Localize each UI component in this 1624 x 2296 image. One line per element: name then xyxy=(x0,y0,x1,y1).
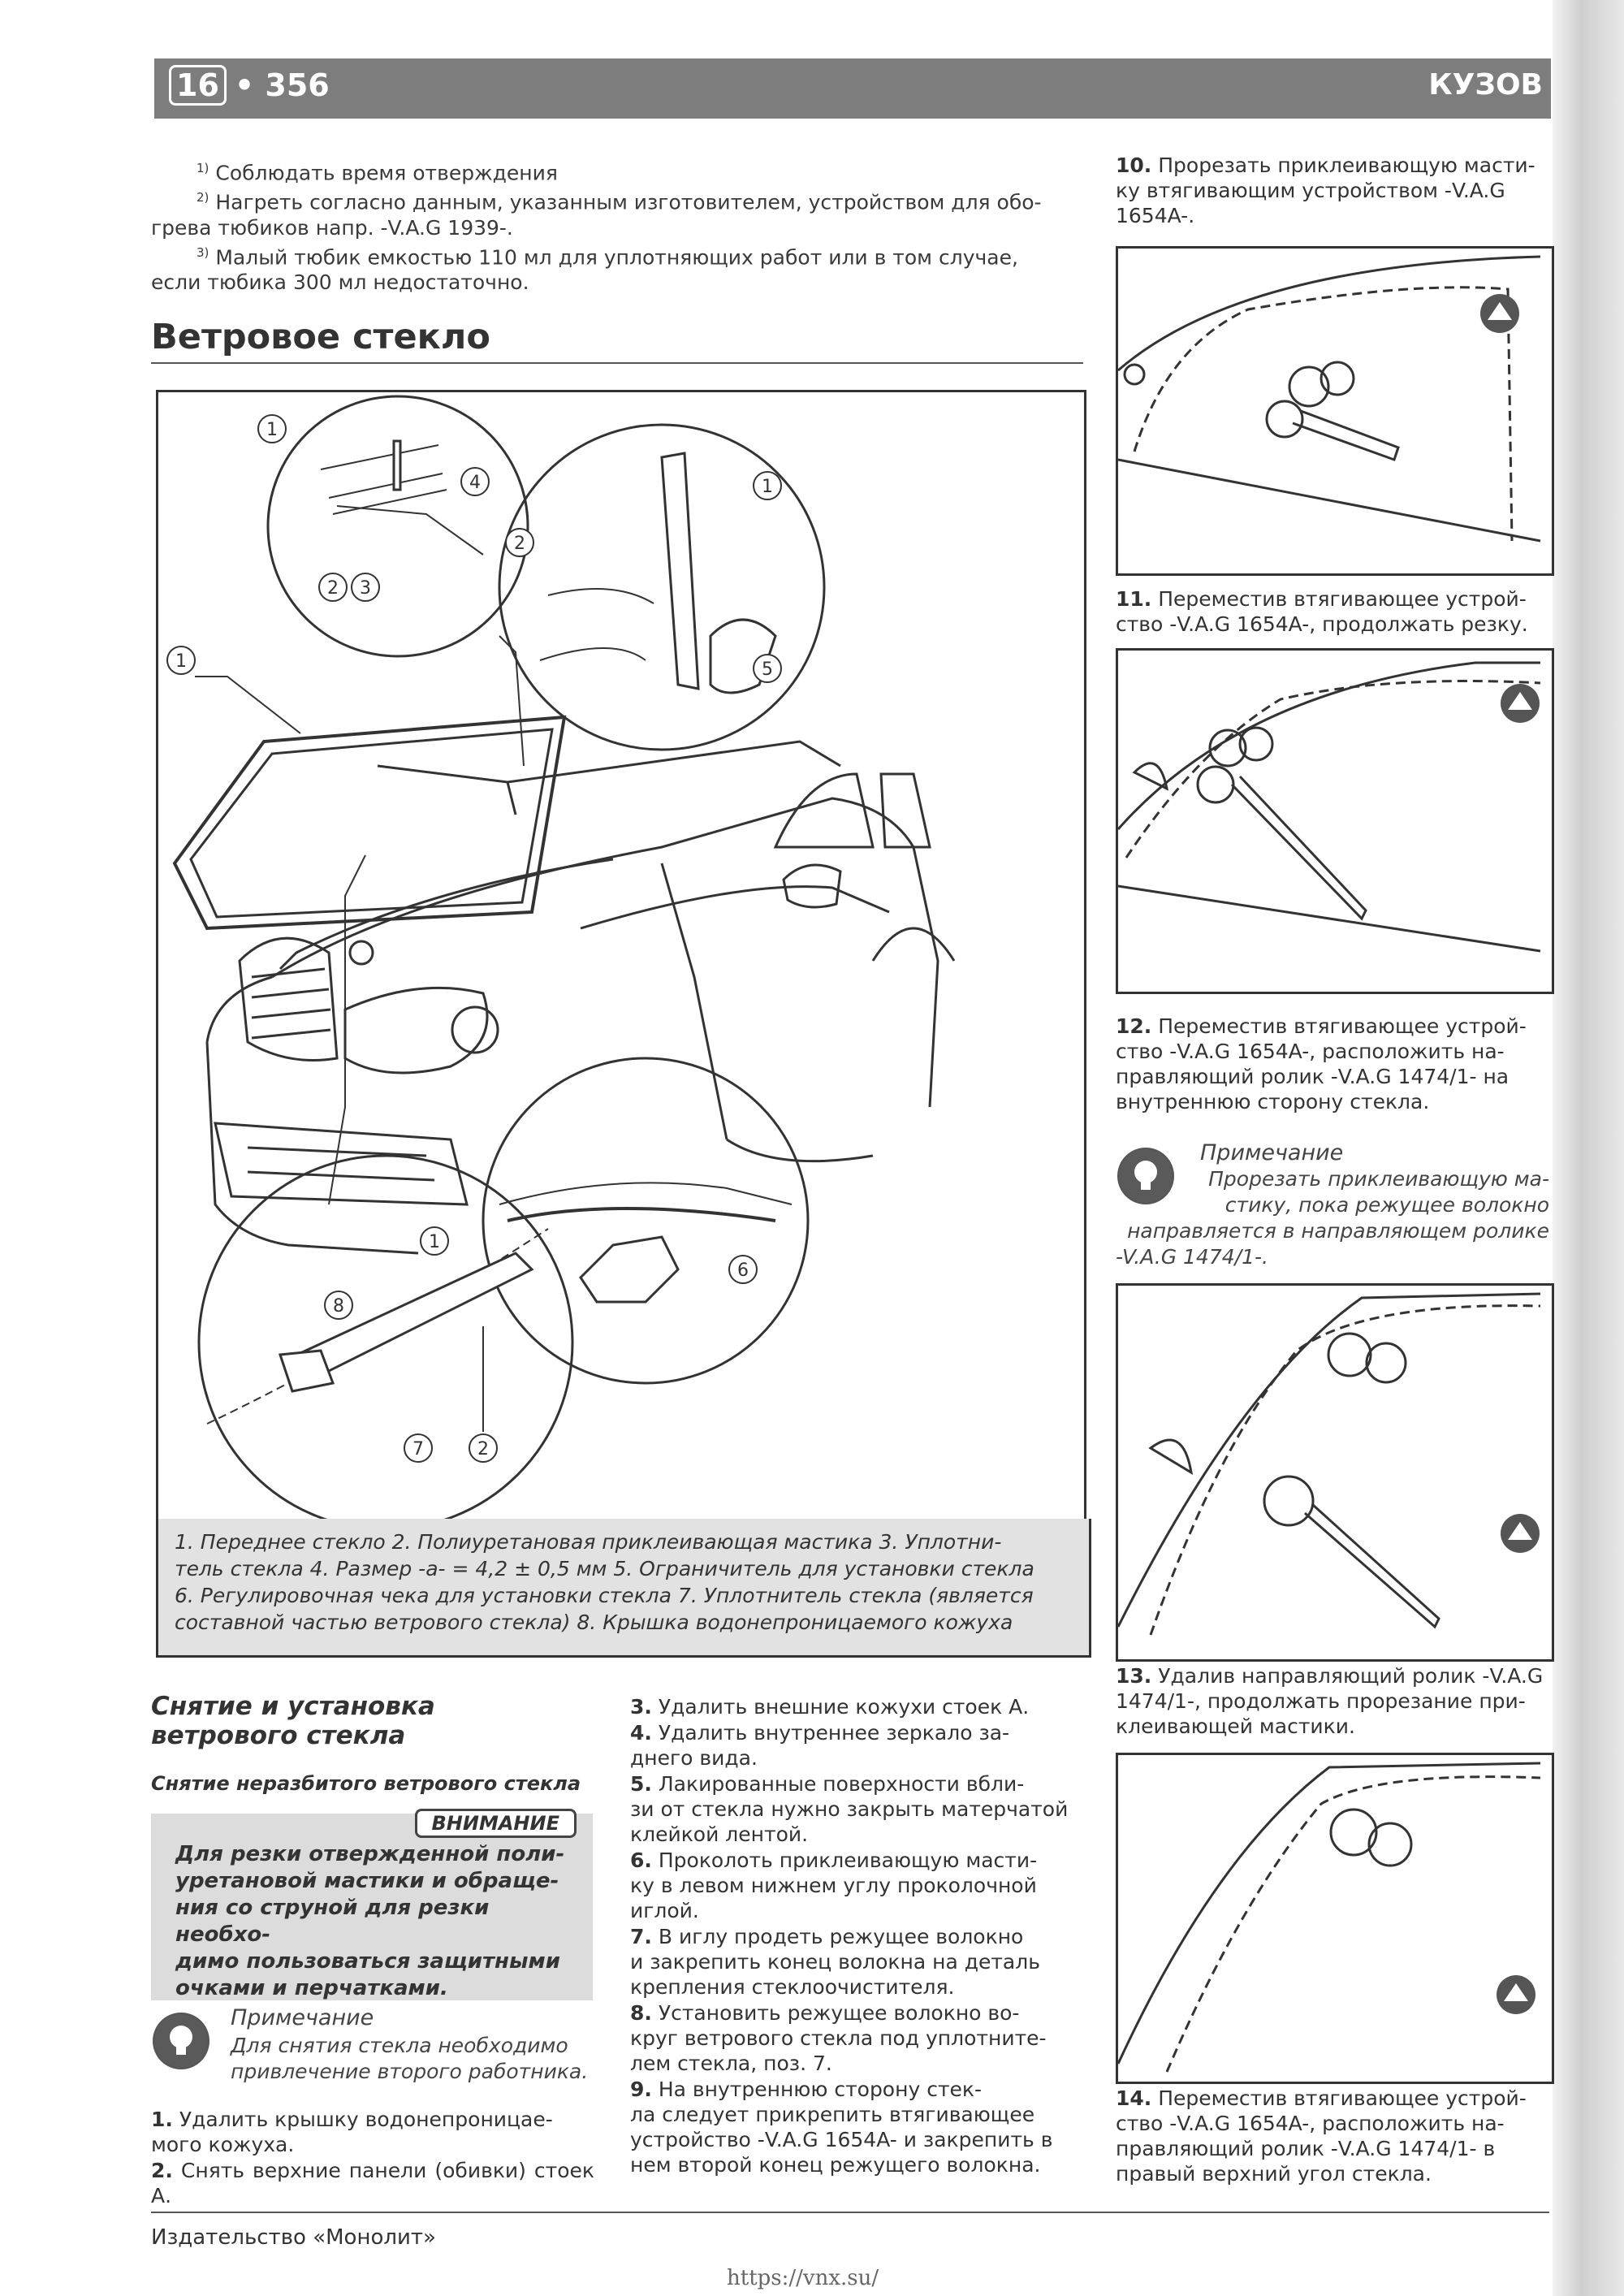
warning-label: ВНИМАНИЕ xyxy=(415,1809,577,1838)
caption-line-1: 1. Переднее стекло 2. Полиуретановая приклеивающая мастика 3. Уплотни- xyxy=(175,1530,1002,1554)
step-7: 7. В иглу продеть режущее волокно и закрепить конец волокна на деталь крепления стеклоочистителя. xyxy=(630,1925,1040,1999)
step-8: 8. Установить режущее волокно во- круг ветрового стекла под уплотните- лем стекла, поз. 7. xyxy=(630,2001,1047,2075)
step-1: 1. Удалить крышку водонепроницае- мого кожуха. xyxy=(151,2108,553,2156)
windshield-puller-illustration-1 xyxy=(1118,249,1552,573)
caption-line-2: тель стекла 4. Размер -а- = 4,2 ± 0,5 мм 5. Ограничитель для установки стекла xyxy=(175,1557,1034,1580)
callout-8 xyxy=(325,1291,352,1319)
svg-text:7: 7 xyxy=(412,1439,424,1459)
section-title: Ветровое стекло xyxy=(151,317,490,357)
section-title-rule xyxy=(151,362,1083,364)
warning-box xyxy=(151,1814,593,2000)
callout-5 xyxy=(754,655,781,682)
svg-text:1: 1 xyxy=(266,420,278,440)
footnotes xyxy=(151,156,1085,295)
svg-text:4: 4 xyxy=(469,473,481,493)
footer-rule xyxy=(151,2212,1549,2213)
svg-text:2: 2 xyxy=(477,1439,489,1459)
section-name: КУЗОВ xyxy=(1428,68,1543,102)
footnote-3: $^{3)}$ Малый тюбик емкостью 110 мл для уплотняющих работ или в том случае, xyxy=(197,244,1018,269)
svg-text:1: 1 xyxy=(175,651,187,672)
step-4: 4. Удалить внутреннее зеркало за- днего вида. xyxy=(630,1721,1010,1770)
svg-text:2: 2 xyxy=(514,534,525,554)
steps-left xyxy=(151,2107,594,2209)
callout-2-top xyxy=(319,573,347,601)
windshield-puller-illustration-3 xyxy=(1118,1286,1552,1659)
page-header xyxy=(154,58,1551,119)
figure-caption xyxy=(156,1519,1091,1658)
step-13: 13. Удалив направляющий ролик -V.A.G 1474/1-, продолжать прорезание при- клеивающей мастики. xyxy=(1116,1664,1544,1738)
note-title: Примечание xyxy=(231,2005,374,2030)
callout-6 xyxy=(729,1256,757,1283)
step-2: 2. Снять верхние панели (обивки) стоек А. xyxy=(151,2159,594,2207)
svg-text:5: 5 xyxy=(762,659,773,680)
manufacturer-logo-icon xyxy=(1480,294,1519,333)
callout-2-bottom xyxy=(469,1434,497,1462)
windshield-diagram xyxy=(158,392,1084,1520)
windshield-puller-illustration-2 xyxy=(1118,651,1552,992)
svg-text:2: 2 xyxy=(327,578,339,599)
caption-line-4: составной частью ветрового стекла) 8. Крышка водонепроницаемого кожуха xyxy=(175,1611,1013,1634)
page-number: 16 • 356 xyxy=(169,65,330,106)
callout-1-bottom xyxy=(421,1227,448,1255)
manufacturer-logo-icon xyxy=(1501,684,1540,723)
windshield-illustration xyxy=(156,390,1086,1522)
svg-text:1: 1 xyxy=(762,477,773,497)
figure-step-12 xyxy=(1116,1283,1554,1662)
callout-1-right xyxy=(754,472,781,499)
note-text: Для снятия стекла необходимо привлечение второго работника. xyxy=(231,2034,589,2083)
manufacturer-logo-icon xyxy=(1497,1975,1535,2014)
step-14: 14. Переместив втягивающее устрой- ство -V.A.G 1654A-, расположить на- правляющий ролик -V.A.G 1474/1- в правый верхний угол стекла. xyxy=(1116,2086,1527,2186)
source-url[interactable]: https://vnx.su/ xyxy=(727,2266,879,2290)
callout-1-top xyxy=(258,415,286,443)
caption-line-3: 6. Регулировочная чека для установки стекла 7. Уплотнитель стекла (является xyxy=(175,1584,1034,1607)
svg-text:6: 6 xyxy=(737,1260,749,1281)
figure-step-11 xyxy=(1116,648,1554,994)
note-text-right: Прорезать приклеивающую ма- стику, пока режущее волокно направляется в направляющем ролике -V.A.G 1474/1-. xyxy=(1116,1167,1549,1269)
callout-1-glass xyxy=(167,646,195,674)
figure-step-10 xyxy=(1116,246,1554,576)
svg-text:1: 1 xyxy=(429,1232,440,1252)
warning-text: Для резки отвержденной поли- уретановой мастики и обраще- ния со струной для резки необхо- димо пользоваться защитными очками и перчатками. xyxy=(175,1842,565,2000)
step-12: 12. Переместив втягивающее устрой- ство -V.A.G 1654A-, расположить на- правляющий ролик -V.A.G 1474/1- на внутреннюю сторону стекла. xyxy=(1116,1014,1527,1113)
callout-2-right xyxy=(506,529,533,556)
step-11: 11. Переместив втягивающее устрой- ство -V.A.G 1654A-, продолжать резку. xyxy=(1116,587,1528,636)
step-3: 3. Удалить внешние кожухи стоек А. xyxy=(630,1695,1030,1719)
windshield-puller-illustration-4 xyxy=(1118,1755,1552,2082)
removal-section-title: Снятие и установка ветрового стекла xyxy=(151,1692,435,1750)
publisher-name: Издательство «Монолит» xyxy=(151,2225,436,2250)
steps-middle xyxy=(630,1694,1082,2178)
callout-3 xyxy=(352,573,379,601)
step-6: 6. Проколоть приклеивающую масти- ку в левом нижнем углу проколочной иглой. xyxy=(630,1848,1038,1922)
lightbulb-icon xyxy=(153,2013,209,2069)
removal-subtitle: Снятие неразбитого ветрового стекла xyxy=(151,1772,581,1795)
footnote-2: $^{2)}$ Нагреть согласно данным, указанным изготовителем, устройством для обо- xyxy=(197,190,1042,214)
svg-text:8: 8 xyxy=(333,1296,344,1317)
note-title-right: Примечание xyxy=(1200,1140,1344,1165)
manufacturer-logo-icon xyxy=(1501,1514,1540,1553)
footnote-3-cont: если тюбика 300 мл недостаточно. xyxy=(151,270,529,294)
step-9: 9. На внутреннюю сторону стек- ла следует прикрепить втягивающее устройство -V.A.G 1654A- и закрепить в нем второй конец режущего волокна. xyxy=(630,2078,1053,2177)
svg-text:3: 3 xyxy=(360,578,371,599)
figure-step-13 xyxy=(1116,1753,1554,2084)
step-10: 10. Прорезать приклеивающую масти- ку втягивающим устройством -V.A.G 1654A-. xyxy=(1116,153,1535,227)
footnote-2-cont: грева тюбиков напр. -V.A.G 1939-. xyxy=(151,215,513,240)
callout-4 xyxy=(461,468,489,495)
chapter-number: 16 xyxy=(169,65,227,106)
page-edge-shadow xyxy=(1553,0,1624,2296)
page-number-value: 356 xyxy=(265,67,330,103)
callout-7 xyxy=(404,1434,432,1462)
step-5: 5. Лакированные поверхности вбли- зи от стекла нужно закрыть матерчатой клейкой лентой. xyxy=(630,1772,1069,1846)
footnote-1: $^{1)}$ Соблюдать время отверждения xyxy=(197,161,558,185)
